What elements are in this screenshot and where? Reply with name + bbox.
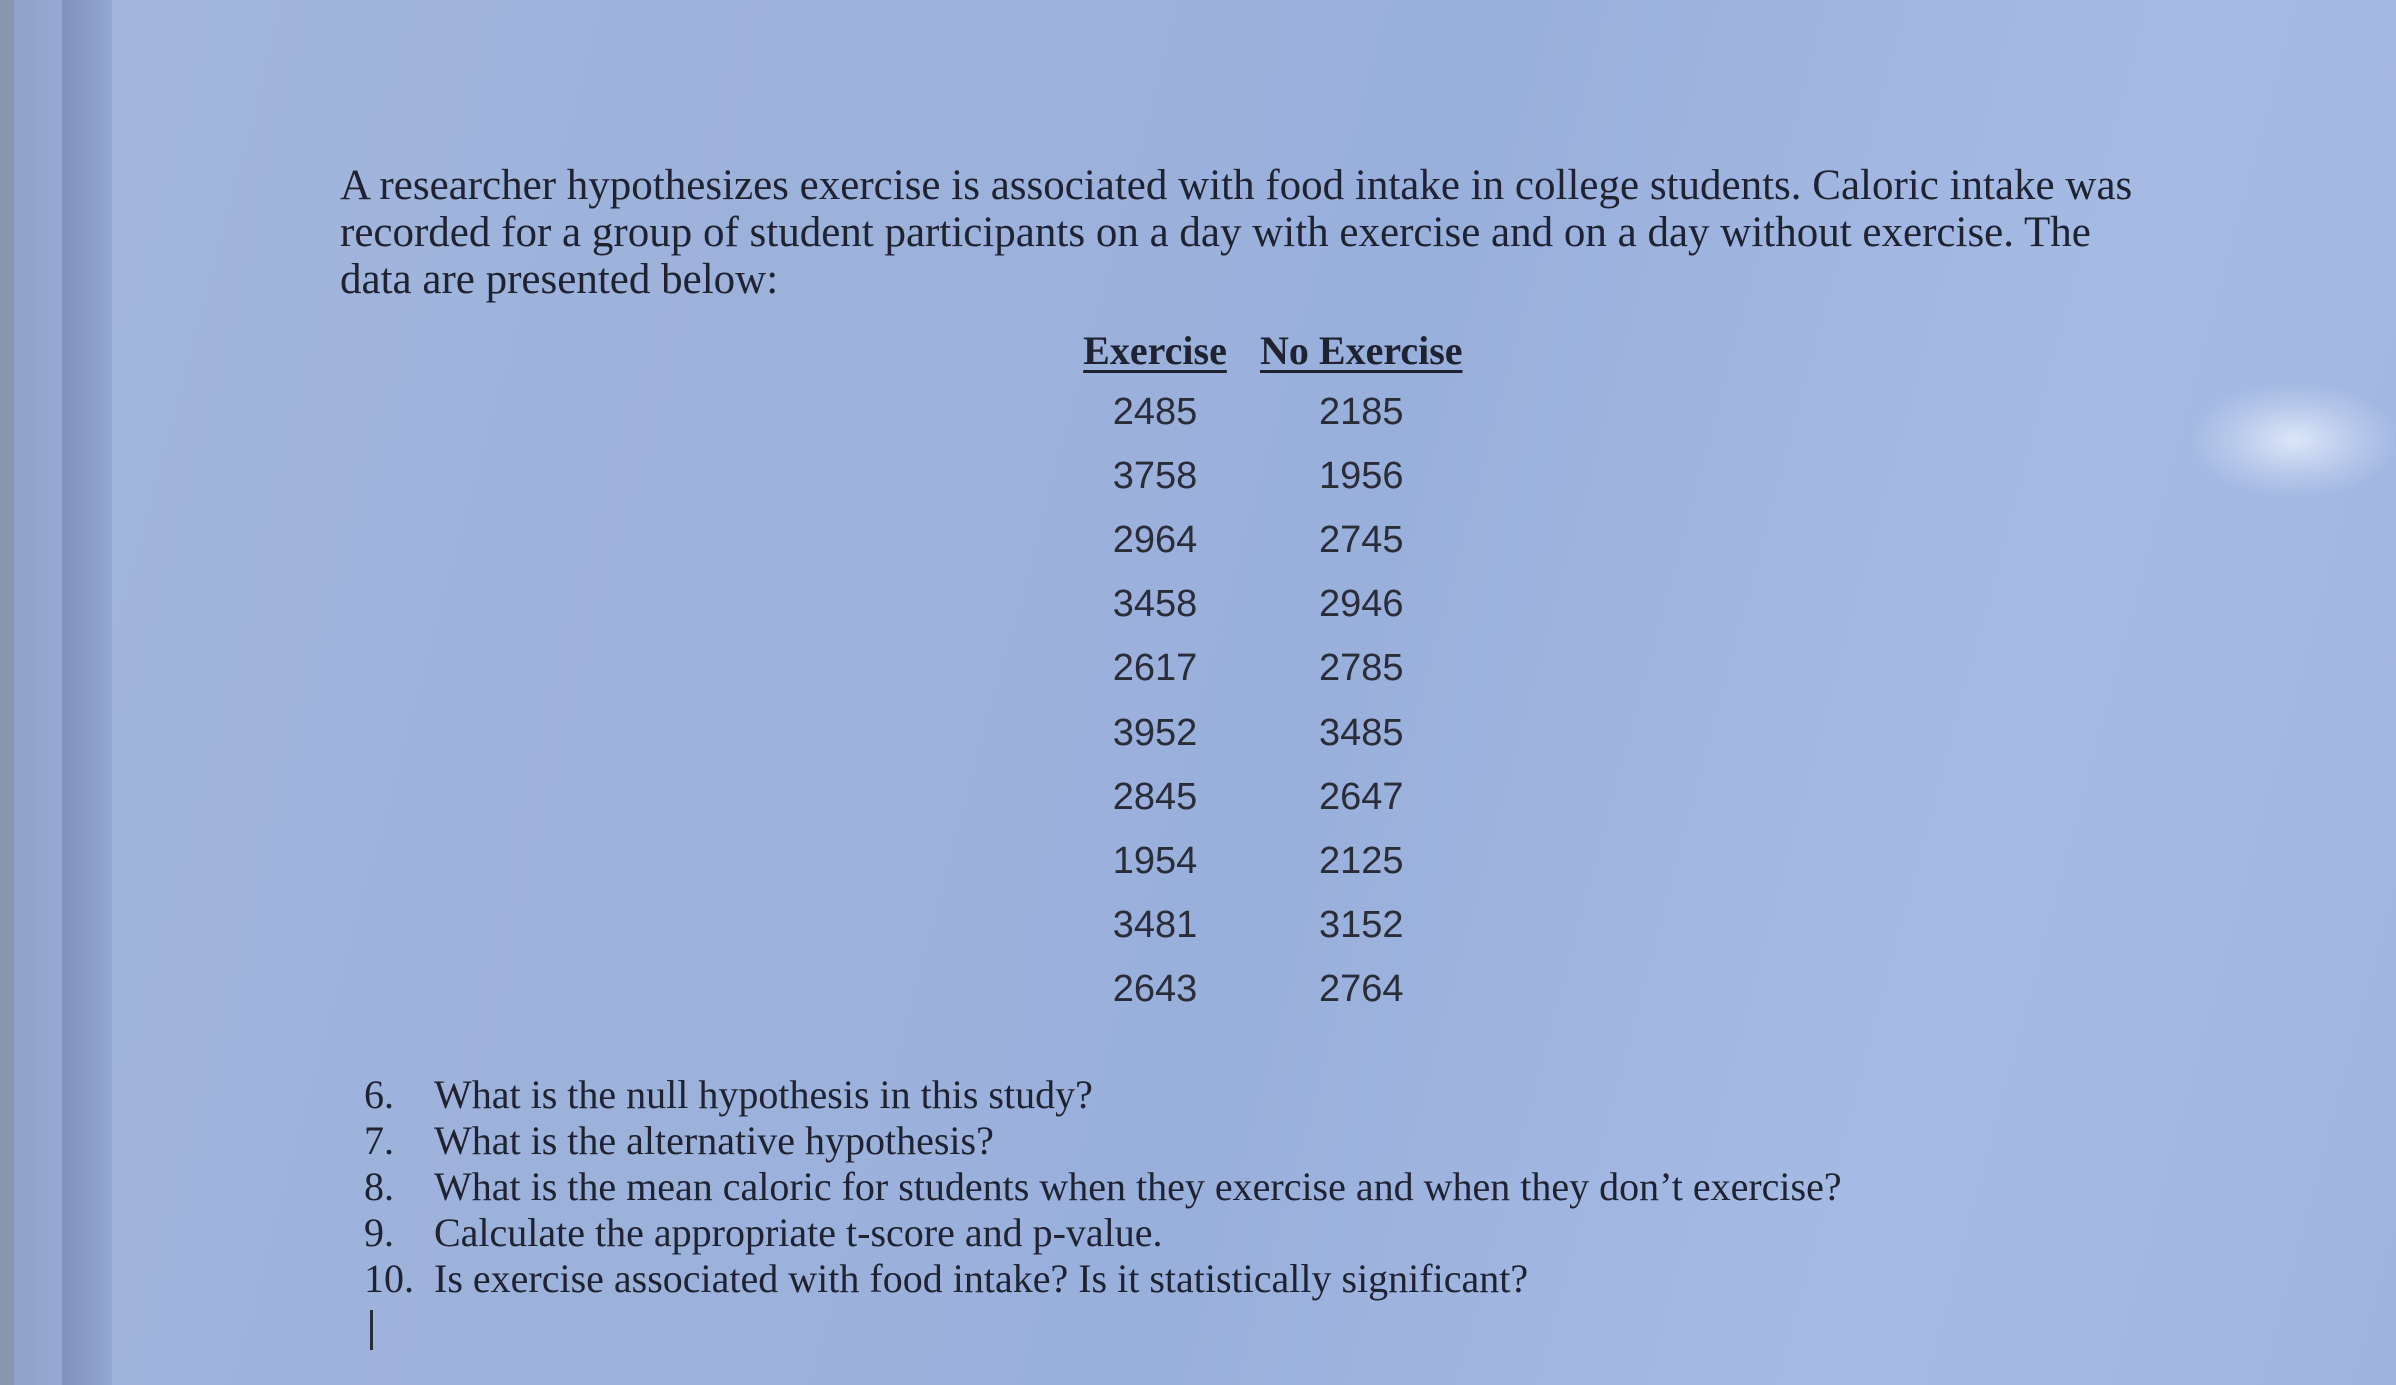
table-row xyxy=(1058,765,1471,829)
cell-no-exercise: 2125 xyxy=(1319,839,1404,882)
intro-paragraph: A researcher hypothesizes exercise is associated with food intake in college students. Caloric intake was recorded for a group of student participants on a day with exercise and on a day without exercise. The data are presented below: xyxy=(340,162,2133,303)
table-row xyxy=(1058,829,1471,893)
question-text: Is exercise associated with food intake? Is it statistically significant? xyxy=(434,1256,1529,1301)
question-number: 6. xyxy=(364,1072,394,1117)
cell-exercise: 3952 xyxy=(1112,711,1198,754)
window-left-margin xyxy=(62,0,112,1385)
cell-exercise: 2643 xyxy=(1112,968,1198,1011)
cell-exercise: 2964 xyxy=(1112,518,1198,561)
cell-no-exercise: 2745 xyxy=(1319,518,1404,561)
question-number: 10. xyxy=(364,1256,414,1301)
cell-exercise: 2845 xyxy=(1112,775,1198,818)
cell-no-exercise: 3152 xyxy=(1319,904,1404,947)
question-text: What is the alternative hypothesis? xyxy=(434,1118,994,1163)
table-row xyxy=(1058,894,1471,958)
question-item xyxy=(364,1256,1842,1302)
cell-no-exercise: 1956 xyxy=(1319,454,1404,497)
cell-no-exercise: 2647 xyxy=(1319,775,1404,818)
table-row xyxy=(1058,637,1471,701)
question-item xyxy=(364,1164,1842,1210)
question-item xyxy=(364,1118,1842,1164)
cell-no-exercise: 2764 xyxy=(1319,968,1404,1011)
question-number: 9. xyxy=(364,1210,394,1255)
cell-no-exercise: 2946 xyxy=(1319,583,1404,626)
cell-exercise: 3758 xyxy=(1112,454,1198,497)
screen-bezel xyxy=(0,0,14,1385)
header-exercise: Exercise xyxy=(1083,327,1227,373)
question-number: 7. xyxy=(364,1118,394,1163)
question-number: 8. xyxy=(364,1164,394,1209)
cell-exercise: 3481 xyxy=(1112,904,1198,947)
cell-exercise: 1954 xyxy=(1112,839,1198,882)
window-edge xyxy=(14,0,62,1385)
cell-exercise: 2617 xyxy=(1112,647,1198,690)
cell-no-exercise: 2785 xyxy=(1319,647,1404,690)
document-page[interactable] xyxy=(340,150,2240,1350)
cell-exercise: 2485 xyxy=(1112,390,1198,433)
question-text: What is the null hypothesis in this study? xyxy=(434,1072,1093,1117)
text-cursor xyxy=(370,1310,373,1350)
table-row xyxy=(1058,573,1471,637)
cell-exercise: 3458 xyxy=(1112,583,1198,626)
table-row xyxy=(1058,701,1471,765)
caloric-intake-table xyxy=(1058,320,1471,1022)
table-header-row xyxy=(1058,320,1471,380)
table-row xyxy=(1058,958,1471,1022)
question-item xyxy=(364,1072,1842,1118)
header-no-exercise: No Exercise xyxy=(1260,327,1463,373)
table-row xyxy=(1058,444,1471,508)
cell-no-exercise: 3485 xyxy=(1319,711,1404,754)
question-text: Calculate the appropriate t-score and p-value. xyxy=(434,1210,1163,1255)
question-item xyxy=(364,1210,1842,1256)
table-row xyxy=(1058,380,1471,444)
question-list xyxy=(364,1072,1842,1302)
question-text: What is the mean caloric for students when they exercise and when they don’t exercise? xyxy=(434,1164,1842,1209)
cell-no-exercise: 2185 xyxy=(1319,390,1404,433)
table-row xyxy=(1058,508,1471,572)
